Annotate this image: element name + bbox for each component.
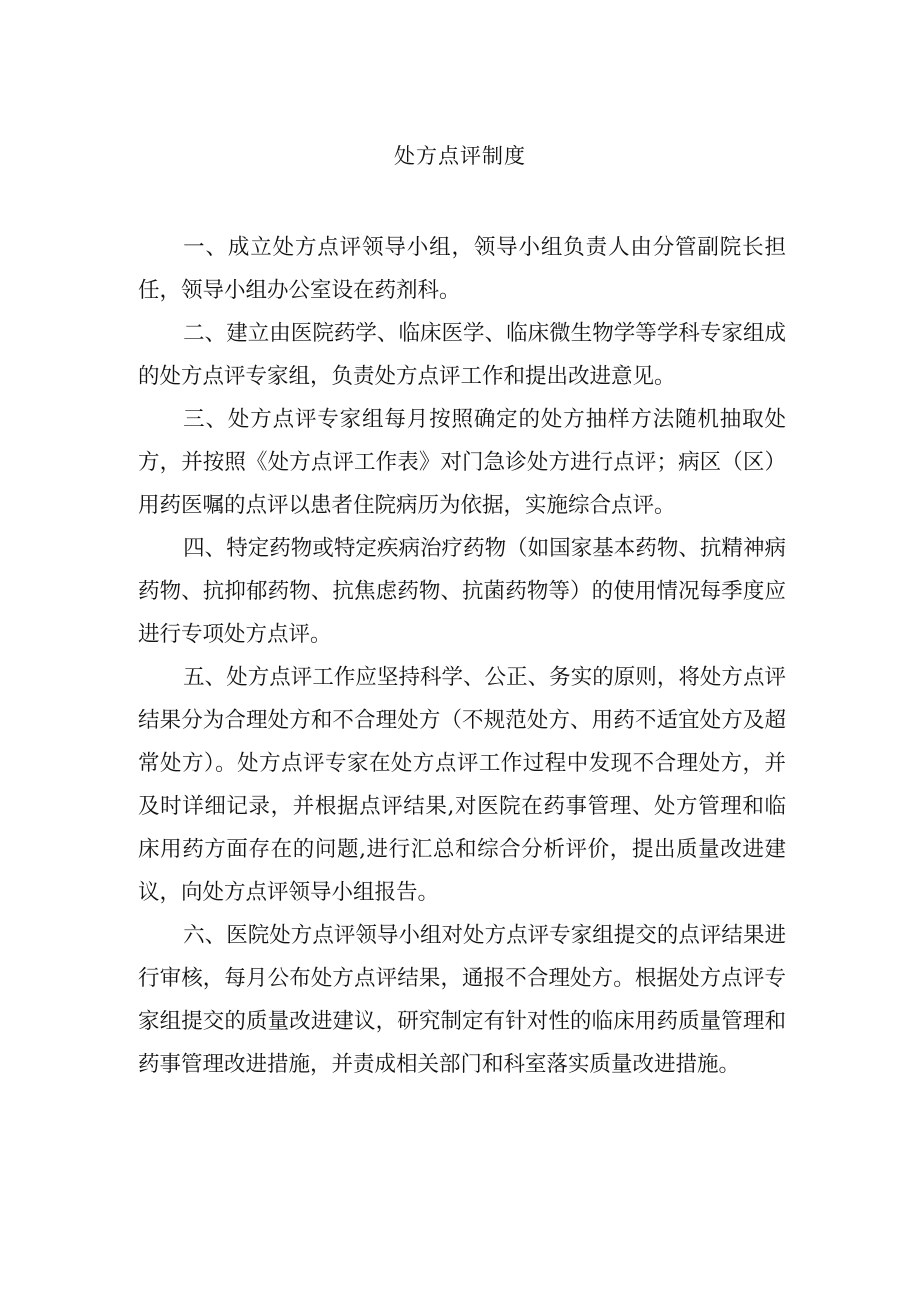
paragraph-4: 四、特定药物或特定疾病治疗药物（如国家基本药物、抗精神病药物、抗抑郁药物、抗焦虑药物、抗菌药物等）的使用情况每季度应进行专项处方点评。	[138, 536, 786, 647]
paragraph-3: 三、处方点评专家组每月按照确定的处方抽样方法随机抽取处方，并按照《处方点评工作表》对门急诊处方进行点评；病区（区）用药医嘱的点评以患者住院病历为依据，实施综合点评。	[138, 407, 786, 518]
document-title: 处方点评制度	[394, 144, 526, 168]
paragraph-2: 二、建立由医院药学、临床医学、临床微生物学等学科专家组成的处方点评专家组，负责处方点评工作和提出改进意见。	[138, 321, 786, 389]
paragraph-1: 一、成立处方点评领导小组，领导小组负责人由分管副院长担任，领导小组办公室设在药剂科。	[138, 235, 786, 303]
paragraph-5: 五、处方点评工作应坚持科学、公正、务实的原则，将处方点评结果分为合理处方和不合理处方（不规范处方、用药不适宜处方及超常处方）。处方点评专家在处方点评工作过程中发现不合理处方，并及时详细记录，并根据点评结果,对医院在药事管理、处方管理和临床用药方面存在的问题,进行汇总和综合分析评价，提出质量改进建议，向处方点评领导小组报告。	[138, 665, 786, 905]
paragraph-6: 六、医院处方点评领导小组对处方点评专家组提交的点评结果进行审核，每月公布处方点评结果，通报不合理处方。根据处方点评专家组提交的质量改进建议，研究制定有针对性的临床用药质量管理和药事管理改进措施，并责成相关部门和科室落实质量改进措施。	[138, 923, 786, 1077]
document-body	[138, 226, 786, 1086]
